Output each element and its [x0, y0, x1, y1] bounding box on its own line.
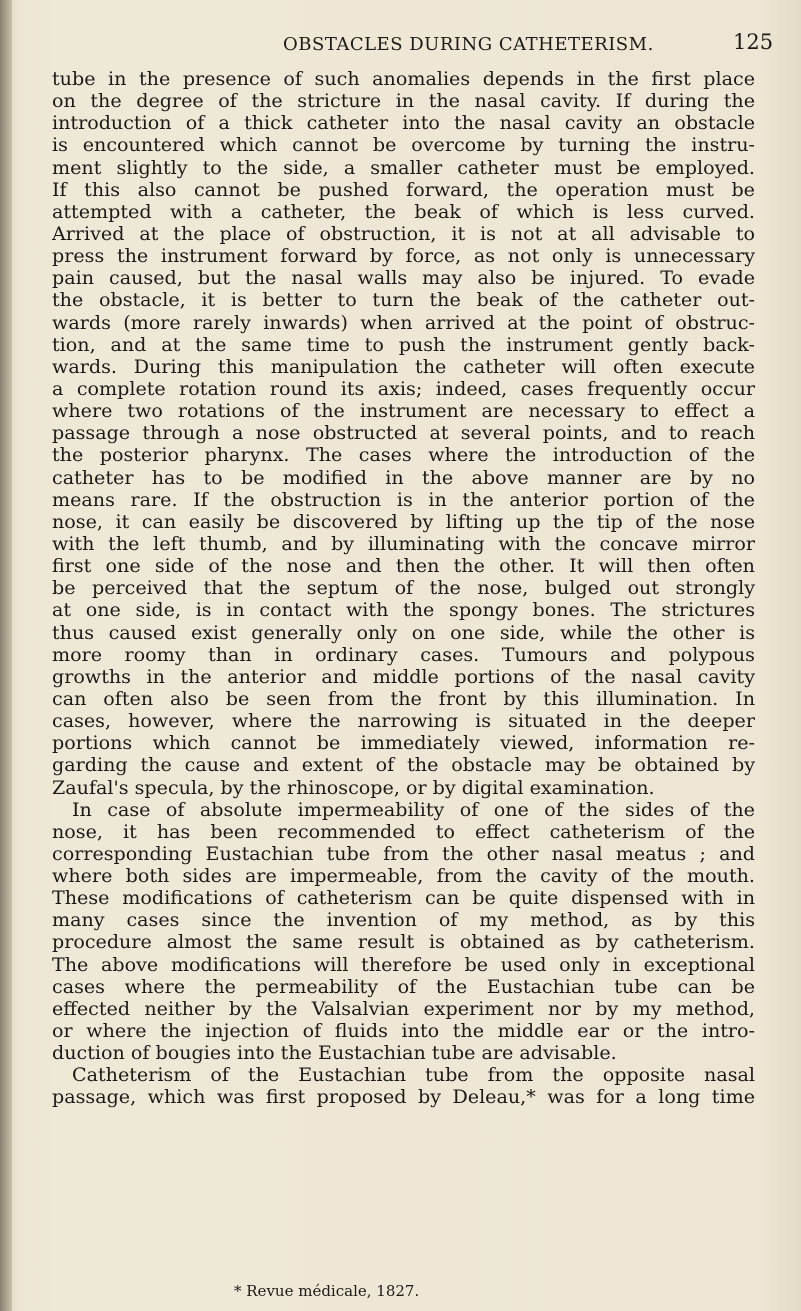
text-line: cases, however, where the narrowing is situated in the deeper	[52, 709, 755, 733]
text-line: wards (more rarely inwards) when arrived at the point of obstruc-	[52, 310, 755, 334]
text-line: attempted with a catheter, the beak of which is less curved.	[52, 199, 755, 223]
text-line: means rare. If the obstruction is in the anterior portion of the	[52, 487, 755, 511]
text-line: portions which cannot be immediately viewed, information re-	[52, 731, 755, 755]
text-line: pain caused, but the nasal walls may also be injured. To evade	[52, 266, 755, 290]
text-line: many cases since the invention of my method, as by this	[52, 908, 755, 932]
text-line: at one side, is in contact with the spongy bones. The strictures	[52, 598, 755, 622]
text-line: where two rotations of the instrument are necessary to effect a	[52, 399, 755, 423]
text-line: catheter has to be modified in the above manner are by no	[52, 465, 755, 489]
text-line: passage, which was first proposed by Deleau,* was for a long time	[52, 1085, 755, 1109]
text-line: tube in the presence of such anomalies depends in the first place	[52, 67, 755, 90]
page-header	[0, 30, 801, 60]
text-line: tion, and at the same time to push the instrument gently back-	[52, 332, 755, 356]
text-line: is encountered which cannot be overcome by turning the instru-	[52, 133, 755, 157]
text-line: nose, it has been recommended to effect catheterism of the	[52, 819, 755, 843]
text-line: nose, it can easily be discovered by lifting up the tip of the nose	[52, 509, 755, 533]
text-line: In case of absolute impermeability of one of the sides of the	[72, 797, 755, 821]
text-line: corresponding Eustachian tube from the other nasal meatus ; and	[52, 841, 755, 865]
text-line: introduction of a thick catheter into the nasal cavity an obstacle	[52, 111, 755, 135]
text-line: cases where the permeability of the Eustachian tube can be	[52, 974, 755, 998]
text-line: Catheterism of the Eustachian tube from the opposite nasal	[72, 1063, 755, 1087]
text-line: with the left thumb, and by illuminating with the concave mirror	[52, 531, 755, 555]
text-line: garding the cause and extent of the obstacle may be obtained by	[52, 753, 755, 777]
text-line: duction of bougies into the Eustachian tube are advisable.	[52, 1041, 617, 1065]
text-line: on the degree of the stricture in the nasal cavity. If during the	[52, 89, 755, 113]
text-line: Arrived at the place of obstruction, it is not at all advisable to	[52, 221, 755, 245]
text-line: first one side of the nose and then the other. It will then often	[52, 554, 755, 578]
text-line: effected neither by the Valsalvian experiment nor by my method,	[52, 996, 755, 1020]
footnote: * Revue médicale, 1827.	[234, 1282, 420, 1300]
text-line: growths in the anterior and middle portions of the nasal cavity	[52, 664, 755, 688]
text-line: can often also be seen from the front by this illumination. In	[52, 686, 755, 710]
text-line: These modifications of catheterism can be quite dispensed with in	[52, 886, 755, 910]
text-line: passage through a nose obstructed at several points, and to reach	[52, 421, 755, 445]
text-line: or where the injection of fluids into the middle ear or the intro-	[52, 1019, 755, 1043]
text-line: If this also cannot be pushed forward, the operation must be	[52, 177, 755, 201]
text-line: the obstacle, it is better to turn the beak of the catheter out-	[52, 288, 755, 312]
text-line: where both sides are impermeable, from the cavity of the mouth.	[52, 864, 755, 888]
text-line: Zaufal's specula, by the rhinoscope, or by digital examination.	[52, 775, 655, 799]
text-line: a complete rotation round its axis; indeed, cases frequently occur	[52, 376, 755, 400]
text-line: thus caused exist generally only on one side, while the other is	[52, 620, 755, 644]
running-title: OBSTACLES DURING CATHETERISM.	[283, 34, 654, 55]
text-line: be perceived that the septum of the nose, bulged out strongly	[52, 576, 755, 600]
page-number: 125	[733, 30, 774, 54]
text-line: press the instrument forward by force, as not only is unnecessary	[52, 244, 755, 268]
text-line: the posterior pharynx. The cases where the introduction of the	[52, 443, 755, 467]
text-line: more roomy than in ordinary cases. Tumours and polypous	[52, 642, 755, 666]
body-text	[52, 68, 755, 1109]
text-line: procedure almost the same result is obtained as by catheterism.	[52, 930, 755, 954]
text-line: The above modifications will therefore be used only in exceptional	[52, 952, 755, 976]
text-line: ment slightly to the side, a smaller catheter must be employed.	[52, 155, 755, 179]
text-line: wards. During this manipulation the catheter will often execute	[52, 354, 755, 378]
page-gutter-shadow	[0, 0, 12, 1311]
